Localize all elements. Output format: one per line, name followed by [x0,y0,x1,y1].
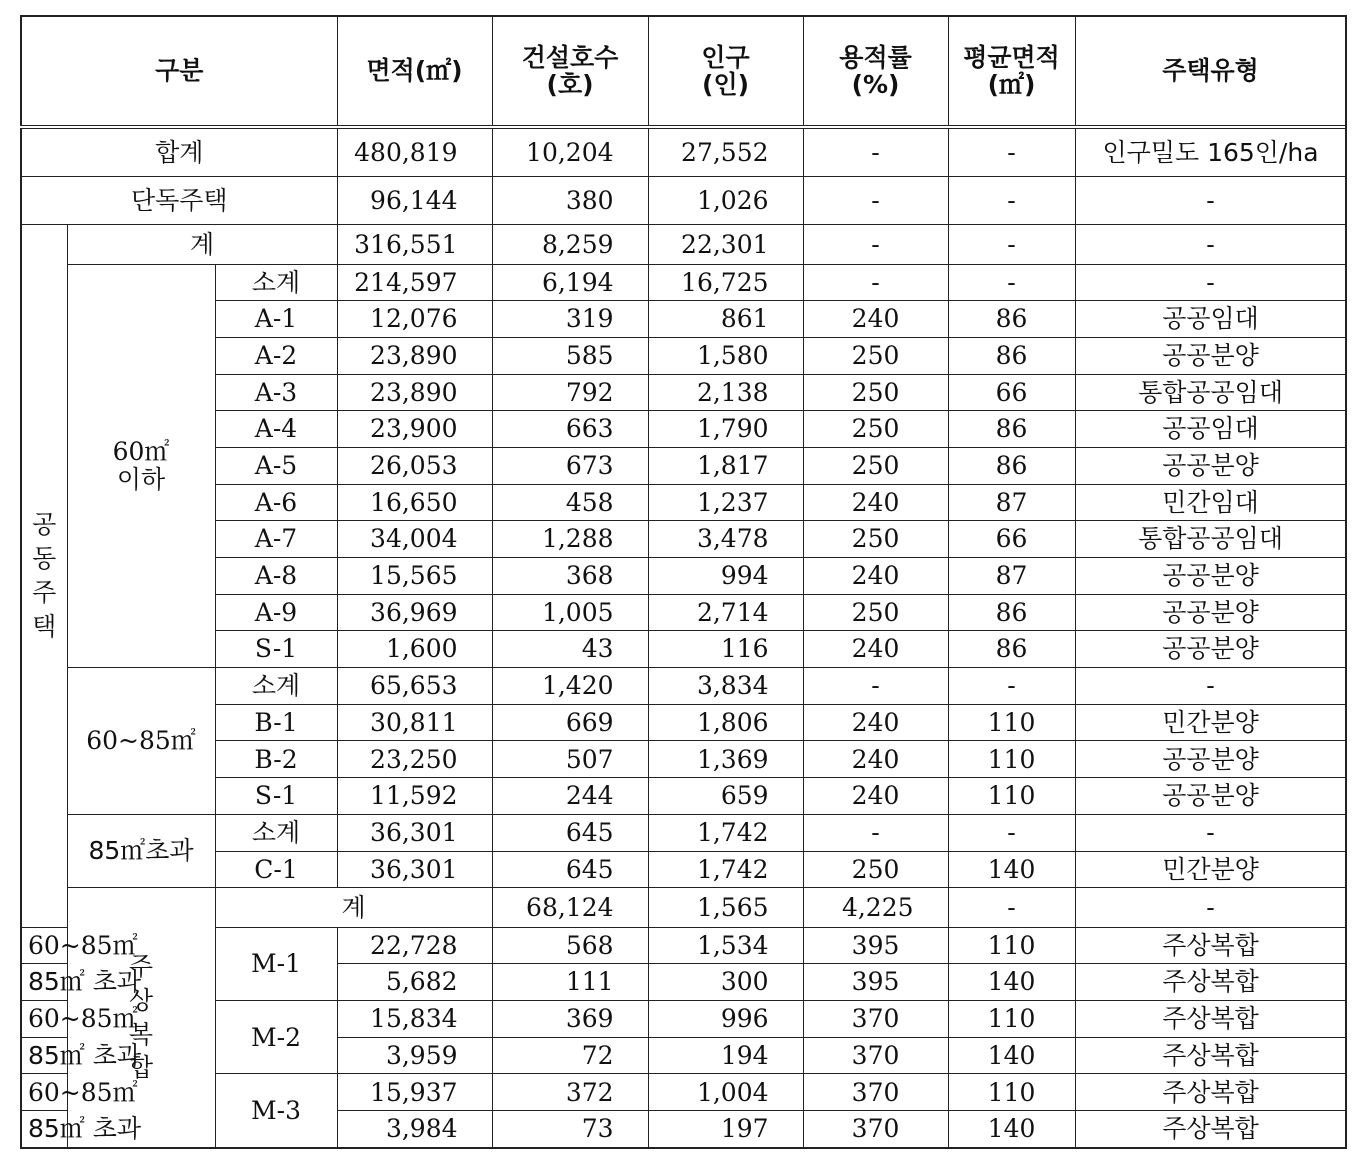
cell-units: 10,204 [492,127,648,177]
table-row [21,631,1346,668]
cell-housing-type: 공공분양 [1075,778,1346,815]
cell-units: 645 [492,814,648,851]
cell-area: 26,053 [337,447,492,484]
row-label: 합계 [21,127,337,177]
cell-housing-type: 공공분양 [1075,631,1346,668]
table-row [21,337,1346,374]
header-category: 구분 [21,16,337,127]
cell-housing-type: 주상복합 [1075,1074,1346,1111]
cell-population: 22,301 [648,225,803,265]
cell-units: 792 [492,374,648,411]
cell-population: 659 [648,778,803,815]
cell-area: 22,728 [337,927,492,964]
cell-units: 8,259 [492,225,648,265]
cell-area: 23,890 [337,374,492,411]
cell-avg-area: - [948,668,1075,705]
cell-area: 16,650 [337,484,492,521]
cell-avg-area: 86 [948,594,1075,631]
cell-block-code: M-2 [215,1001,337,1074]
cell-area: 1,600 [337,631,492,668]
cell-area: 3,959 [337,1037,492,1074]
cell-population: 300 [648,964,803,1001]
cell-size: 85㎡ 초과 [21,964,67,1001]
cell-avg-area: 140 [948,851,1075,888]
cell-avg-area: - [948,814,1075,851]
cell-far: - [948,888,1075,928]
cell-area: 15,834 [337,1001,492,1038]
cell-population: 996 [648,1001,803,1038]
cell-block-code: M-3 [215,1074,337,1148]
cell-area: 15,937 [337,1074,492,1111]
cell-area: 30,811 [337,704,492,741]
cell-population: 994 [648,558,803,595]
size-group-label: 60㎡ 이하 [67,264,215,668]
cell-avg-area: - [948,264,1075,301]
cell-housing-type: 인구밀도 165인/ha [1075,127,1346,177]
table-row [21,704,1346,741]
cell-units: 319 [492,301,648,338]
size-group-label: 60~85㎡ [67,668,215,815]
cell-size: 85㎡ 초과 [21,1111,67,1148]
cell-avg-area: 86 [948,447,1075,484]
cell-population: 1,742 [648,814,803,851]
cell-size: 60~85㎡ [21,1001,67,1038]
table-row [21,594,1346,631]
cell-code: A-9 [215,594,337,631]
cell-units: 43 [492,631,648,668]
cell-far: 250 [803,851,948,888]
header-far: 용적률 (%) [803,16,948,127]
cell-housing-type: - [1075,177,1346,225]
cell-population: 1,817 [648,447,803,484]
cell-code: A-6 [215,484,337,521]
cell-avg-area: 86 [948,337,1075,374]
cell-code: A-2 [215,337,337,374]
cell-area: 214,597 [337,264,492,301]
cell-area: 11,592 [337,778,492,815]
cell-far: - [803,814,948,851]
cell-far: 370 [803,1074,948,1111]
cell-code: C-1 [215,851,337,888]
cell-population: 861 [648,301,803,338]
cell-far: - [803,177,948,225]
group-label-mixed-use: 주 상 복 합 [67,888,215,1148]
cell-population: 116 [648,631,803,668]
cell-units: 673 [492,447,648,484]
cell-population: 1,806 [648,704,803,741]
cell-area: 36,301 [337,814,492,851]
cell-housing-type: 공공임대 [1075,301,1346,338]
cell-units: 369 [492,1001,648,1038]
cell-housing-type: 주상복합 [1075,964,1346,1001]
cell-far: 250 [803,337,948,374]
housing-supply-table [20,15,1347,1149]
cell-far: 240 [803,484,948,521]
table-row [21,888,1346,928]
cell-code: 소계 [215,814,337,851]
cell-housing-type: 공공분양 [1075,558,1346,595]
cell-area: 480,819 [337,127,492,177]
cell-housing-type: 민간분양 [1075,704,1346,741]
cell-code: A-8 [215,558,337,595]
cell-units: 111 [492,964,648,1001]
cell-population: 2,138 [648,374,803,411]
cell-size: 60~85㎡ [21,927,67,964]
cell-code: 소계 [215,264,337,301]
row-label: 계 [215,888,492,928]
cell-far: 250 [803,411,948,448]
header-units: 건설호수 (호) [492,16,648,127]
cell-units: 72 [492,1037,648,1074]
cell-code: S-1 [215,778,337,815]
cell-housing-type: 민간분양 [1075,851,1346,888]
table-row [21,851,1346,888]
table-row [21,127,1346,177]
table-row [21,1074,1346,1111]
group-label-apartment: 공 동 주 택 [21,225,67,928]
cell-units: 372 [492,1074,648,1111]
cell-units: 1,288 [492,521,648,558]
cell-units: 380 [492,177,648,225]
cell-far: 250 [803,594,948,631]
cell-area: 36,301 [337,851,492,888]
cell-area: 15,565 [337,558,492,595]
cell-size: 85㎡ 초과 [21,1037,67,1074]
table-row [21,558,1346,595]
cell-area: 5,682 [337,964,492,1001]
table-row [21,177,1346,225]
cell-units: 1,420 [492,668,648,705]
cell-area: 3,984 [337,1111,492,1148]
cell-avg-area: 66 [948,374,1075,411]
cell-housing-type: 통합공공임대 [1075,374,1346,411]
cell-far: - [803,225,948,265]
cell-far: - [803,668,948,705]
cell-far: 250 [803,521,948,558]
cell-avg-area: 140 [948,1037,1075,1074]
cell-housing-type: 공공분양 [1075,741,1346,778]
table-row [21,264,1346,301]
cell-population: 1,534 [648,927,803,964]
table-row [21,447,1346,484]
table-row [21,301,1346,338]
cell-avg-area: 110 [948,704,1075,741]
row-label: 계 [67,225,337,265]
cell-housing-type: 공공임대 [1075,411,1346,448]
cell-size: 60~85㎡ [21,1074,67,1111]
cell-avg-area: - [948,177,1075,225]
cell-area: 23,890 [337,337,492,374]
cell-population: 1,369 [648,741,803,778]
cell-far: 240 [803,558,948,595]
header-avg-area: 평균면적 (㎡) [948,16,1075,127]
cell-far: 370 [803,1037,948,1074]
cell-population: 194 [648,1037,803,1074]
cell-avg-area: - [948,127,1075,177]
cell-avg-area: 110 [948,1074,1075,1111]
cell-housing-type: 주상복합 [1075,1037,1346,1074]
cell-code: S-1 [215,631,337,668]
cell-units: 244 [492,778,648,815]
cell-far: 240 [803,704,948,741]
cell-population: 1,004 [648,1074,803,1111]
cell-housing-type: 주상복합 [1075,927,1346,964]
cell-area: 65,653 [337,668,492,705]
cell-housing-type: 공공분양 [1075,337,1346,374]
cell-population: 197 [648,1111,803,1148]
cell-units: 663 [492,411,648,448]
cell-code: A-7 [215,521,337,558]
cell-far: 240 [803,301,948,338]
cell-avg-area: 86 [948,631,1075,668]
cell-housing-type: 공공분양 [1075,594,1346,631]
cell-units: 1,005 [492,594,648,631]
cell-area: 23,250 [337,741,492,778]
cell-population: 4,225 [803,888,948,928]
cell-far: 250 [803,447,948,484]
cell-population: 1,237 [648,484,803,521]
cell-units: 458 [492,484,648,521]
table-row [21,668,1346,705]
cell-far: 250 [803,374,948,411]
cell-housing-type: - [1075,814,1346,851]
cell-housing-type: 주상복합 [1075,1111,1346,1148]
cell-units: 645 [492,851,648,888]
cell-area: 12,076 [337,301,492,338]
cell-code: B-2 [215,741,337,778]
header-housing-type: 주택유형 [1075,16,1346,127]
cell-area: 34,004 [337,521,492,558]
cell-avg-area: 86 [948,301,1075,338]
cell-code: B-1 [215,704,337,741]
cell-population: 2,714 [648,594,803,631]
cell-code: A-4 [215,411,337,448]
cell-avg-area: 110 [948,741,1075,778]
cell-avg-area: 140 [948,1111,1075,1148]
cell-far: 370 [803,1111,948,1148]
cell-units: 368 [492,558,648,595]
cell-far: 240 [803,631,948,668]
cell-housing-type: - [1075,668,1346,705]
cell-block-code: M-1 [215,927,337,1000]
cell-population: 3,478 [648,521,803,558]
cell-population: 1,580 [648,337,803,374]
cell-far: 395 [803,927,948,964]
row-label: 단독주택 [21,177,337,225]
cell-units: 669 [492,704,648,741]
cell-units: 73 [492,1111,648,1148]
table-row [21,521,1346,558]
cell-far: 395 [803,964,948,1001]
cell-population: 1,790 [648,411,803,448]
header-area: 면적(㎡) [337,16,492,127]
table-row [21,741,1346,778]
cell-area: 96,144 [337,177,492,225]
cell-far: - [803,127,948,177]
cell-units: 6,194 [492,264,648,301]
cell-housing-type: - [1075,264,1346,301]
cell-code: A-5 [215,447,337,484]
cell-units: 568 [492,927,648,964]
header-row [21,16,1346,127]
cell-avg-area: 110 [948,1001,1075,1038]
table-row [21,814,1346,851]
table-row [21,411,1346,448]
cell-population: 3,834 [648,668,803,705]
table-row [21,374,1346,411]
table-row [21,1001,1346,1038]
cell-units: 585 [492,337,648,374]
cell-population: 1,742 [648,851,803,888]
cell-far: 240 [803,778,948,815]
cell-far: 370 [803,1001,948,1038]
cell-avg-area: 140 [948,964,1075,1001]
cell-population: 1,026 [648,177,803,225]
table-row [21,927,1346,964]
cell-units: 1,565 [648,888,803,928]
cell-far: 240 [803,741,948,778]
cell-area: 68,124 [492,888,648,928]
cell-avg-area: 86 [948,411,1075,448]
cell-units: 507 [492,741,648,778]
cell-code: A-1 [215,301,337,338]
cell-housing-type: 민간임대 [1075,484,1346,521]
cell-avg-area: 110 [948,778,1075,815]
cell-housing-type: 통합공공임대 [1075,521,1346,558]
cell-avg-area: 66 [948,521,1075,558]
cell-avg-area: 87 [948,484,1075,521]
table-row [21,484,1346,521]
cell-area: 316,551 [337,225,492,265]
cell-population: 16,725 [648,264,803,301]
table-row [21,225,1346,265]
cell-code: A-3 [215,374,337,411]
header-population: 인구 (인) [648,16,803,127]
cell-far: - [803,264,948,301]
cell-housing-type: - [1075,225,1346,265]
cell-avg-area: - [948,225,1075,265]
size-group-label: 85㎡초과 [67,814,215,887]
cell-code: 소계 [215,668,337,705]
cell-housing-type: 공공분양 [1075,447,1346,484]
cell-avg-area: 110 [948,927,1075,964]
cell-population: 27,552 [648,127,803,177]
cell-avg-area: - [1075,888,1346,928]
cell-avg-area: 87 [948,558,1075,595]
cell-housing-type: 주상복합 [1075,1001,1346,1038]
cell-area: 23,900 [337,411,492,448]
cell-area: 36,969 [337,594,492,631]
table-row [21,778,1346,815]
